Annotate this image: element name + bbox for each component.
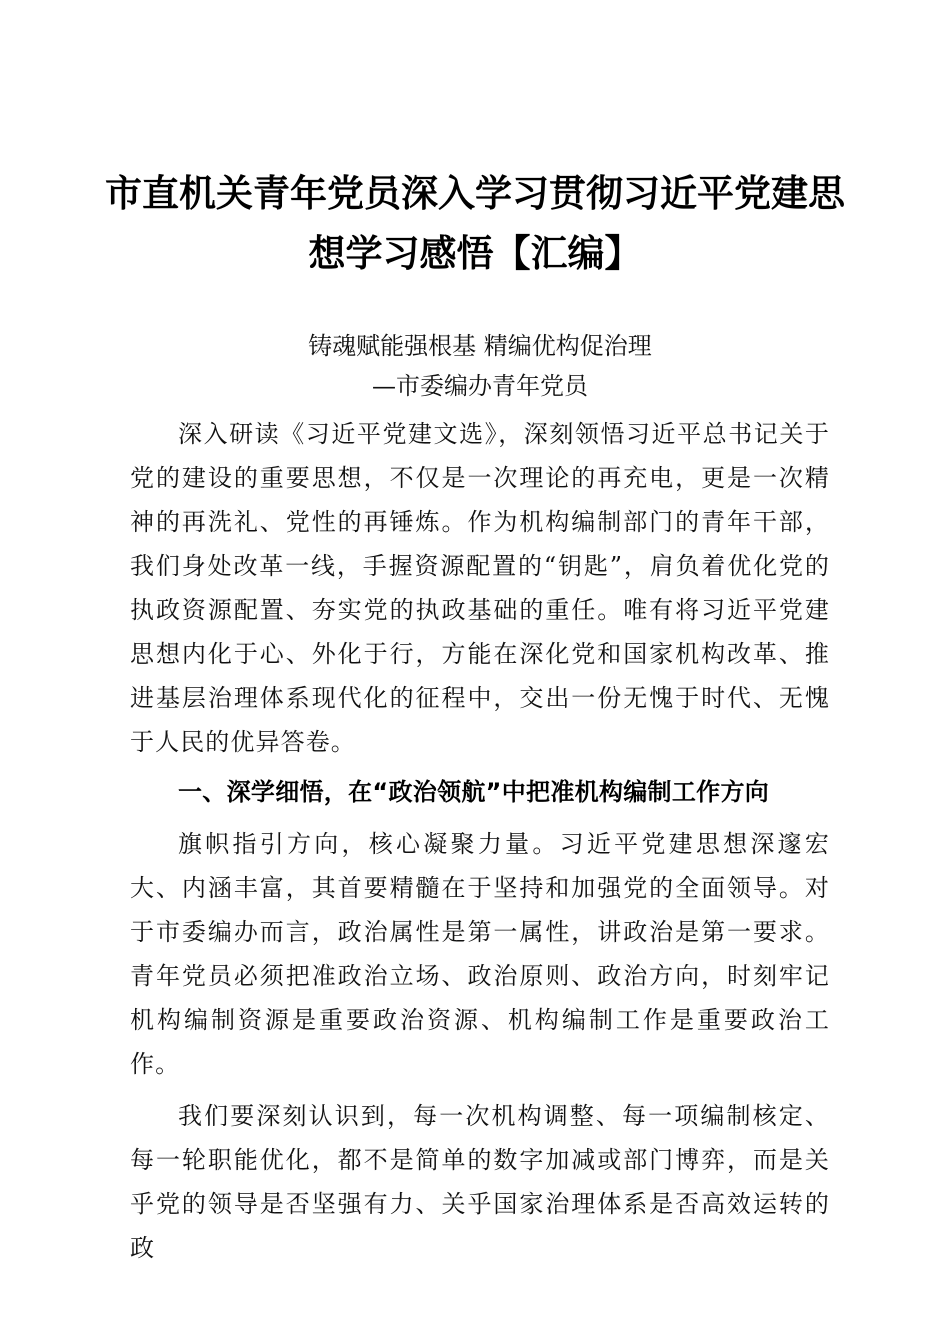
body-paragraph: 我们要深刻认识到，每一次机构调整、每一项编制核定、每一轮职能优化，都不是简单的数字加减或部门博弈，而是关乎党的领导是否坚强有力、关乎国家治理体系是否高效运转的政 [130,1102,830,1262]
section-heading: 一、深学细悟，在“政治领航”中把准机构编制工作方向 [178,778,770,806]
document-title: 市直机关青年党员深入学习贯彻习近平党建思想学习感悟【汇编】 [105,171,845,275]
body-paragraph: 旗帜指引方向，核心凝聚力量。习近平党建思想深邃宏大、内涵丰富，其首要精髓在于坚持和加强党的全面领导。对于市委编办而言，政治属性是第一属性，讲政治是第一要求。青年党员必须把准政治立场、政治原则、政治方向，时刻牢记机构编制资源是重要政治资源、机构编制工作是重要政治工作。 [130,830,830,1078]
article-subtitle: 铸魂赋能强根基 精编优构促治理 [308,332,652,360]
body-paragraph: 深入研读《习近平党建文选》，深刻领悟习近平总书记关于党的建设的重要思想，不仅是一次理论的再充电，更是一次精神的再洗礼、党性的再锤炼。作为机构编制部门的青年干部，我们身处改革一线，手握资源配置的“钥匙”，肩负着优化党的执政资源配置、夯实党的执政基础的重任。唯有将习近平党建思想内化于心、外化于行，方能在深化党和国家机构改革、推进基层治理体系现代化的征程中，交出一份无愧于时代、无愧于人民的优异答卷。 [130,420,830,756]
article-byline: —市委编办青年党员 [372,372,588,400]
article-body [130,412,830,1270]
